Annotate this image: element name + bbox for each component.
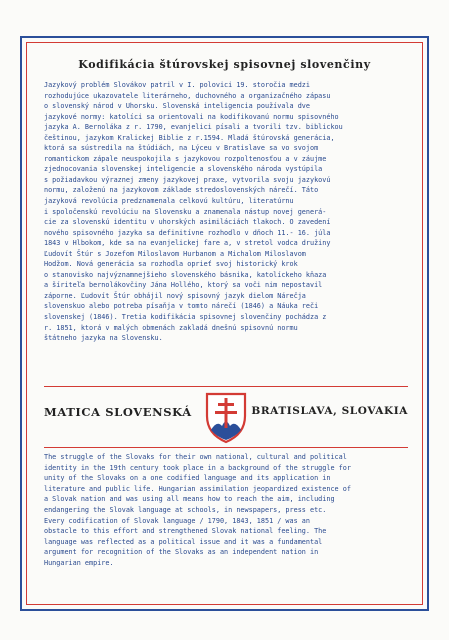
english-text-line: argument for recognition of the Slovaks as an independent nation in — [44, 548, 319, 557]
english-text-line: endangering the Slovak language at schools, in newspapers, press etc. — [44, 505, 327, 514]
english-text-line: literature and public life. Hungarian assimilation jeopardized existence of — [44, 484, 351, 493]
matica-slovenska-label: MATICA SLOVENSKÁ — [44, 405, 192, 419]
slovak-text-line: o slovenský národ v Uhorsku. Slovenská inteligencia používala dve — [44, 102, 310, 111]
band-bottom-rule — [44, 447, 408, 448]
slovak-text-line: Ľudovít Štúr s Jozefom Miloslavom Hurbanom a Michalom Miloslavom — [44, 249, 306, 258]
slovak-text-line: cie za slovenskú identitu v uhorských asimiláciách tlakoch. O zavedení — [44, 218, 331, 227]
english-text-line: language was reflected as a political issue and it was a fundamental — [44, 537, 323, 546]
band-top-rule — [44, 386, 408, 387]
slovak-text-line: češtinou, jazykom Kralickej Biblie z r.1594. Mladá štúrovská generácia, — [44, 133, 335, 142]
slovak-text-line: i spoločenskú revolúciu na Slovensku a znamenala nástup novej generá- — [44, 207, 327, 216]
slovak-text-line: o stanovisko najvýznamnejšieho slovenského básnika, katolíckeho kňaza — [44, 270, 327, 279]
english-text-line: obstacle to this effort and strengthened Slovak national feeling. The — [44, 527, 327, 536]
slovak-text-line: rozhodujúce ukazovatele literárneho, duchovného a organizačného zápasu — [44, 91, 331, 100]
slovak-text-line: štátneho jazyka na Slovensku. — [44, 334, 163, 343]
matica-band — [44, 386, 408, 448]
english-paragraph — [44, 452, 408, 569]
slovak-text-line: jazykové normy: katolíci sa orientovali na kodifikovanú normu spisovného — [44, 112, 339, 121]
slovak-text-line: Hodžom. Nová generácia sa rozhodla oprieť svoj historický krok — [44, 260, 298, 269]
english-text-line: identity in the 19th century took place in a background of the struggle for — [44, 463, 351, 472]
english-text-line: The struggle of the Slovaks for their own national, cultural and political — [44, 453, 347, 461]
slovak-text-line: s požiadavkou výraznej zmeny jazykovej praxe, vytvorila svoju jazykovú — [44, 175, 331, 184]
english-text-line: a Slovak nation and was using all means how to reach the aim, including — [44, 495, 335, 504]
bratislava-slovakia-label: BRATISLAVA, SLOVAKIA — [251, 405, 408, 417]
slovak-text-line: slovenskej (1846). Tretia kodifikácia spisovnej slovenčiny pochádza z — [44, 313, 327, 322]
slovak-text-line: r. 1851, ktorá v malých obmenách zakladá dnešnú spisovnú normu — [44, 323, 298, 332]
english-text-line: Every codification of Slovak language / 1790, 1843, 1851 / was an — [44, 516, 310, 525]
slovak-text-line: Jazykový problém Slovákov patril v I. polovici 19. storočia medzi — [44, 81, 310, 89]
slovak-text-line: záporne. Ľudovít Štúr obhájil nový spisovný jazyk dielom Nárečja — [44, 291, 306, 300]
slovak-text-line: ktorá sa sústredila na štúdiách, na Lýceu v Bratislave sa vo svojom — [44, 144, 319, 153]
document-title: Kodifikácia štúrovskej spisovnej slovenčiny — [78, 58, 371, 71]
slovak-text-line: jazyková revolúcia predznamenala celkovú kultúru, literatúrnu — [44, 197, 294, 206]
slovak-text-line: zjednocovania slovenskej inteligencie a slovenského národa vystúpila — [44, 165, 323, 174]
slovak-text-line: a šíriteľa bernolákovčiny Jána Hollého, ktorý sa voči nim nepostavil — [44, 281, 323, 290]
english-text-line: Hungarian empire. — [44, 558, 114, 567]
slovak-text-line: slovenskuo alebo potreba písaňja v tomto nárečí (1846) a Náuka reči — [44, 302, 319, 311]
slovak-text-line: romantickom zápale neuspokojila s jazykovou rozpoltenosťou a v záujme — [44, 154, 327, 163]
slovak-double-cross-emblem-icon — [203, 390, 249, 444]
slovak-text-line: nového spisovného jazyka sa definitívne rozhodlo v dňoch 11.- 16. júla — [44, 228, 331, 237]
slovak-text-line: normu, založenú na jazykovom základe stredoslovenských nárečí. Táto — [44, 186, 319, 195]
slovak-text-line: jazyka A. Bernoláka z r. 1790, evanjelici písali a tvorili tzv. biblickou — [44, 123, 343, 132]
slovak-paragraph — [44, 80, 408, 344]
english-text-line: unity of the Slovaks on a one codified language and its application in — [44, 474, 331, 483]
slovak-text-line: 1843 v Hlbokom, kde sa na evanjelickej fare a, v stretol vodca družiny — [44, 239, 331, 248]
